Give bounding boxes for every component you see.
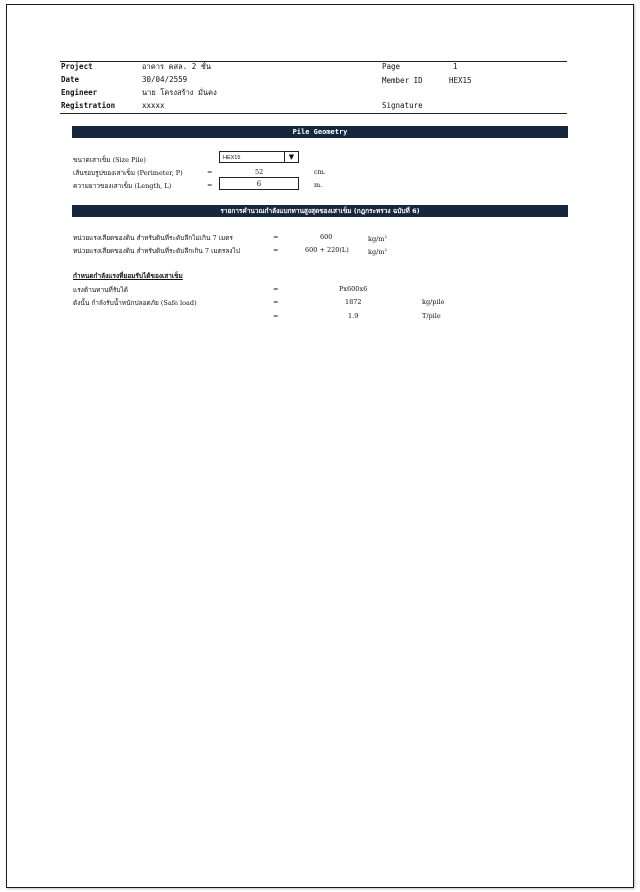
perimeter-label: เส้นรอบรูปของเสาเข็ม (Perimeter, P) <box>73 169 183 177</box>
member-id-label: Member ID <box>382 76 423 85</box>
page-value: 1 <box>453 62 458 71</box>
header-bottom-rule <box>60 113 567 114</box>
safe-load-unit: kg/pile <box>422 298 445 306</box>
safe-load-t-value: 1.9 <box>348 312 359 320</box>
header-top-rule <box>60 61 567 62</box>
engineer-value: นาย โครงสร้าง มั่นคง <box>142 88 217 97</box>
friction2-equals: = <box>273 246 279 254</box>
length-unit: m. <box>314 181 323 189</box>
resist-equals: = <box>273 285 279 293</box>
registration-label: Registration <box>61 101 116 110</box>
size-pile-dropdown[interactable] <box>219 151 299 163</box>
perimeter-unit: cm. <box>314 168 326 176</box>
friction1-unit: $kg/m^2$ <box>368 234 387 244</box>
pile-geometry-header: Pile Geometry <box>72 126 568 138</box>
chevron-down-icon[interactable]: ▼ <box>284 152 298 162</box>
safe-load-t-equals: = <box>273 312 279 320</box>
friction1-value: 600 <box>320 233 333 241</box>
signature-label: Signature <box>382 101 423 110</box>
friction2-unit: $kg/m^2$ <box>368 247 387 257</box>
engineer-label: Engineer <box>61 88 98 97</box>
registration-value: xxxxx <box>142 101 165 110</box>
length-label: ความยาวของเสาเข็ม (Length, L) <box>73 182 172 190</box>
safe-load-value: 1872 <box>345 298 362 306</box>
date-label: Date <box>61 75 80 84</box>
perimeter-equals: = <box>207 168 213 176</box>
calculation-header: รายการคำนวณกำลังแบกทานสูงสุดของเสาเข็ม (กฎกระทรวง ฉบับที่ 6) <box>72 205 568 217</box>
date-value: 30/04/2559 <box>142 75 188 84</box>
friction2-label: หน่วยแรงเสียดของดิน สำหรับดินที่ระดับลึกเกิน 7 เมตรลงไป <box>73 247 240 255</box>
friction1-label: หน่วยแรงเสียดของดิน สำหรับดินที่ระดับลึกไม่เกิน 7 เมตร <box>73 234 233 242</box>
perimeter-value: 52 <box>255 168 264 176</box>
project-label: Project <box>61 62 93 71</box>
safe-load-label: ดังนั้น กำลังรับน้ำหนักปลอดภัย (Safe load) <box>73 299 197 307</box>
safe-load-equals: = <box>273 298 279 306</box>
resist-value: Px600x6 <box>339 285 368 293</box>
capacity-heading: กำหนดกำลังแรงที่ยอมรับได้ของเสาเข็ม <box>73 272 183 280</box>
friction2-value: 600 + 220(L) <box>305 246 349 254</box>
friction1-equals: = <box>273 233 279 241</box>
length-equals: = <box>207 181 213 189</box>
member-id-value: HEX15 <box>449 76 472 85</box>
size-pile-value: HEX15 <box>223 155 241 161</box>
size-pile-label: ขนาดเสาเข็ม (Size Pile) <box>73 156 146 164</box>
resist-label: แรงต้านทานที่รับได้ <box>73 286 128 294</box>
length-input[interactable]: 6 <box>219 177 299 190</box>
page-label: Page <box>382 62 401 71</box>
project-value: อาคาร คสล. 2 ชั้น <box>142 62 211 71</box>
safe-load-t-unit: T/pile <box>422 312 441 320</box>
